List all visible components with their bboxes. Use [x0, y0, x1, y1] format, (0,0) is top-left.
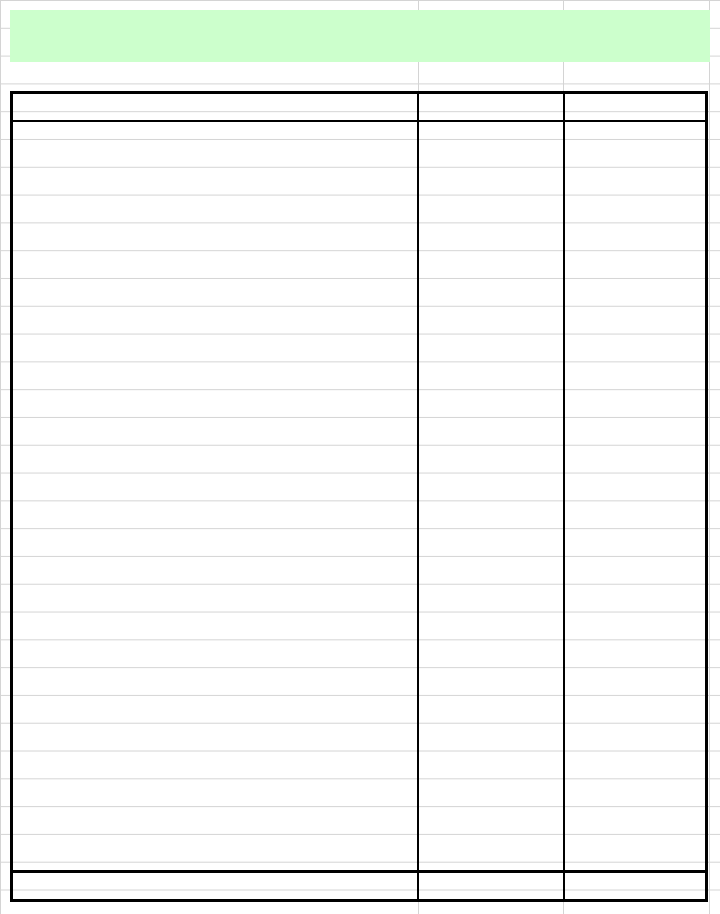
header-debit[interactable] — [420, 93, 560, 120]
header-credit[interactable] — [566, 93, 706, 120]
total-row[interactable] — [13, 872, 705, 900]
header-border — [10, 120, 708, 122]
credit-column-border — [563, 91, 565, 902]
grid-column-line — [709, 0, 710, 914]
debit-column-border — [417, 91, 419, 902]
page-title[interactable] — [10, 10, 710, 62]
table-frame — [10, 91, 708, 902]
header-account[interactable] — [15, 93, 315, 120]
